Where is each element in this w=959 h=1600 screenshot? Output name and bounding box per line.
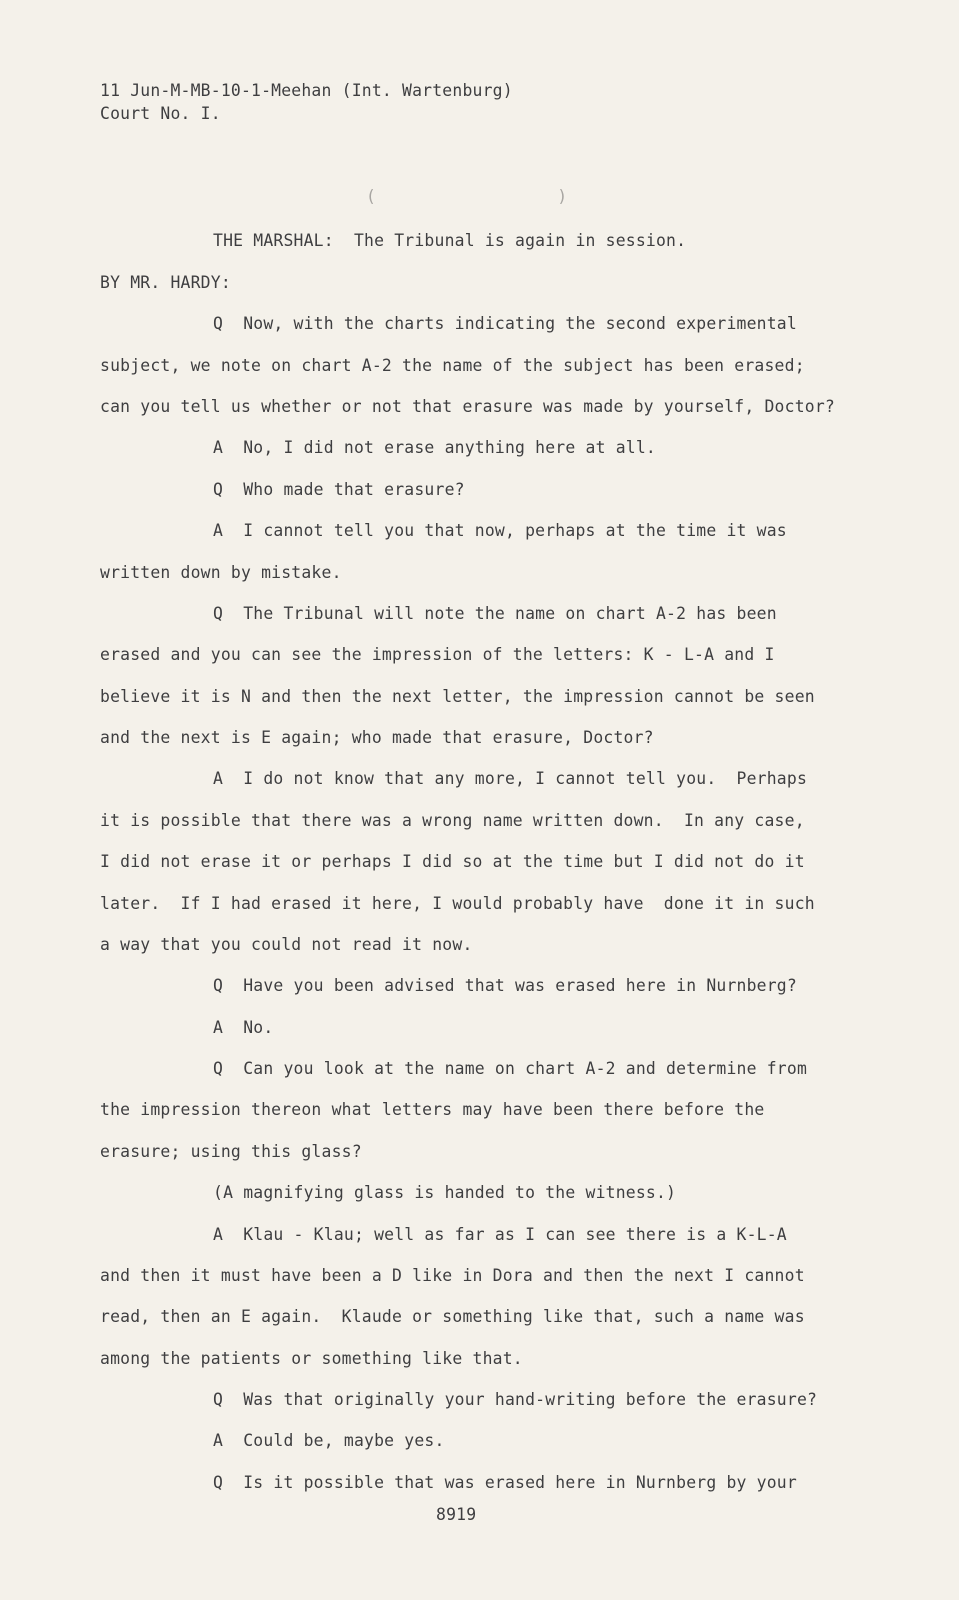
transcript-line: erasure; using this glass? (100, 1142, 362, 1161)
transcript-line: written down by mistake. (100, 563, 342, 582)
transcript-line: subject, we note on chart A-2 the name of the subject has been erased; (100, 356, 805, 375)
transcript-line: A I do not know that any more, I cannot tell you. Perhaps (213, 769, 808, 788)
transcript-line: I did not erase it or perhaps I did so at the time but I did not do it (100, 852, 805, 871)
transcript-line: read, then an E again. Klaude or something like that, such a name was (100, 1307, 805, 1326)
transcript-line: Q Can you look at the name on chart A-2 and determine from (213, 1059, 808, 1078)
transcript-line: Q Have you been advised that was erased here in Nurnberg? (213, 976, 797, 995)
marshal-line: THE MARSHAL: The Tribunal is again in session. (213, 231, 687, 250)
transcript-line: erased and you can see the impression of the letters: K - L-A and I (100, 645, 775, 664)
header-line-1: 11 Jun-M-MB-10-1-Meehan (Int. Wartenburg) (100, 81, 513, 100)
transcript-line: A No, I did not erase anything here at all. (213, 438, 656, 457)
transcript-line: a way that you could not read it now. (100, 935, 473, 954)
transcript-line: Q Was that originally your hand-writing before the erasure? (213, 1390, 818, 1409)
page-number: 8919 (436, 1505, 477, 1524)
transcript-line: the impression thereon what letters may have been there before the (100, 1100, 765, 1119)
faded-heading: ( ) (366, 187, 568, 206)
transcript-line: A No. (213, 1018, 274, 1037)
transcript-line: A Klau - Klau; well as far as I can see there is a K-L-A (213, 1225, 787, 1244)
stage-direction: (A magnifying glass is handed to the witness.) (213, 1183, 677, 1202)
transcript-line: and the next is E again; who made that erasure, Doctor? (100, 728, 654, 747)
transcript-line: believe it is N and then the next letter, the impression cannot be seen (100, 687, 815, 706)
transcript-line: Q The Tribunal will note the name on chart A-2 has been (213, 604, 777, 623)
transcript-line: Q Who made that erasure? (213, 480, 465, 499)
transcript-line: A I cannot tell you that now, perhaps at the time it was (213, 521, 787, 540)
transcript-line: Q Is it possible that was erased here in Nurnberg by your (213, 1473, 797, 1492)
transcript-line: Q Now, with the charts indicating the second experimental (213, 314, 797, 333)
examiner-line: BY MR. HARDY: (100, 273, 231, 292)
transcript-line: later. If I had erased it here, I would probably have done it in such (100, 894, 815, 913)
header-line-2: Court No. I. (100, 104, 221, 123)
transcript-line: it is possible that there was a wrong name written down. In any case, (100, 811, 805, 830)
transcript-line: among the patients or something like that. (100, 1349, 523, 1368)
transcript-line: can you tell us whether or not that erasure was made by yourself, Doctor? (100, 397, 835, 416)
transcript-line: and then it must have been a D like in Dora and then the next I cannot (100, 1266, 805, 1285)
transcript-line: A Could be, maybe yes. (213, 1431, 445, 1450)
